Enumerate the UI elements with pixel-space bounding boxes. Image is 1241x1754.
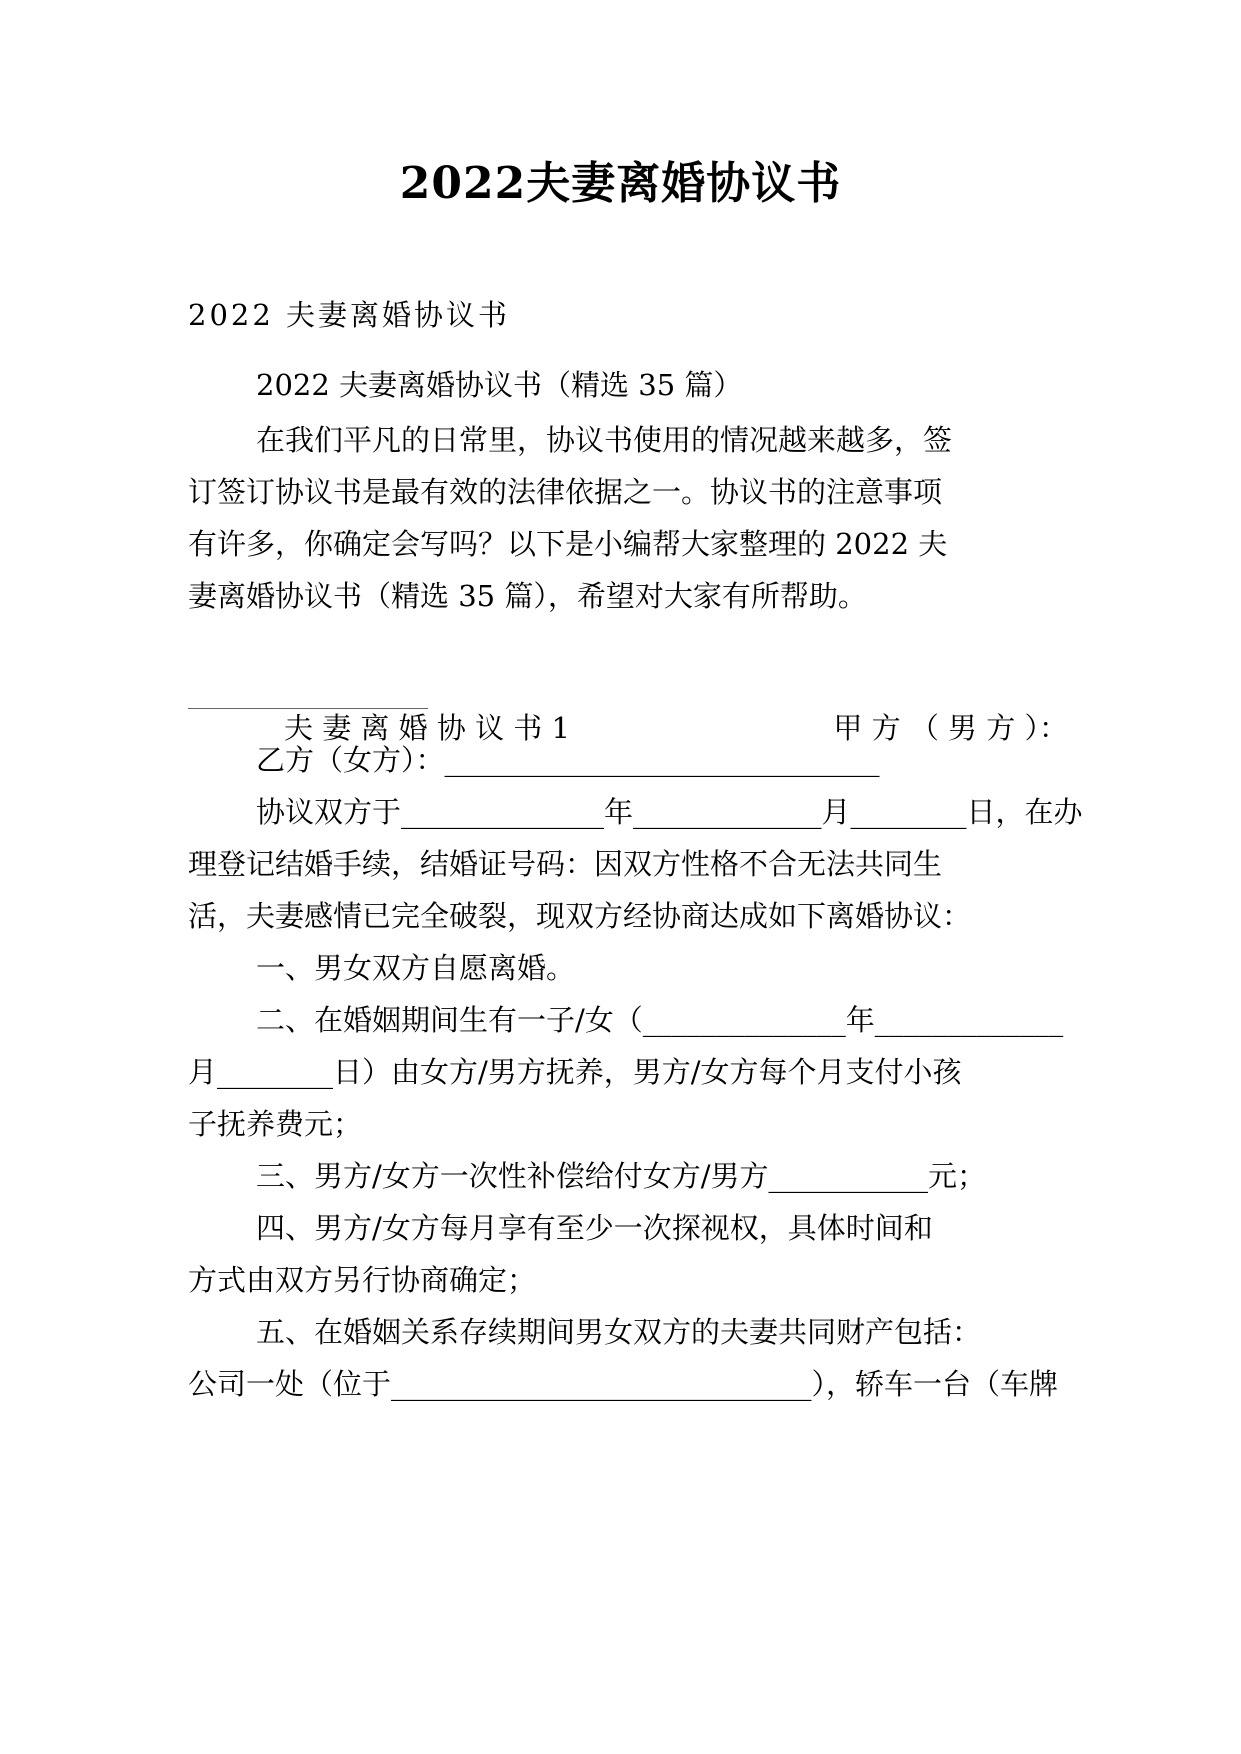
paragraph-line: 协议双方于______________年_____________月________日，在办 [256, 795, 1083, 829]
paragraph-line: 子抚养费元； [188, 1107, 363, 1141]
paragraph-line: 公司一处（位于_____________________________），轿车一台（车牌 [188, 1367, 1059, 1401]
paragraph-line: 理登记结婚手续，结婚证号码：因双方性格不合无法共同生 [188, 847, 943, 881]
paragraph-line: 月________日）由女方/男方抚养，男方/女方每个月支付小孩 [188, 1055, 962, 1089]
paragraph-line: 订签订协议书是最有效的法律依据之一。协议书的注意事项 [188, 475, 943, 509]
paragraph-line: 在我们平凡的日常里，协议书使用的情况越来越多，签 [256, 423, 953, 457]
paragraph-line: 妻离婚协议书（精选 35 篇），希望对大家有所帮助。 [188, 579, 867, 613]
party-b-line: 乙方（女方）：______________________________ [256, 743, 880, 777]
clause-4: 四、男方/女方每月享有至少一次探视权，具体时间和 [256, 1211, 933, 1245]
section-heading: 夫 妻 离 婚 协 议 书 1 [284, 711, 570, 745]
document-title: 2022夫妻离婚协议书 [399, 158, 842, 209]
intro-heading: 2022 夫妻离婚协议书（精选 35 篇） [256, 368, 743, 402]
clause-5: 五、在婚姻关系存续期间男女双方的夫妻共同财产包括： [256, 1315, 982, 1349]
clause-2: 二、在婚姻期间生有一子/女（______________年_____________ [256, 1003, 1064, 1037]
paragraph-line: 活，夫妻感情已完全破裂，现双方经协商达成如下离婚协议： [188, 899, 972, 933]
party-a-label: 甲 方 （ 男 方 ）： [833, 711, 1068, 745]
paragraph-line: 方式由双方另行协商确定； [188, 1263, 537, 1297]
document-subtitle: 2022 夫妻离婚协议书 [188, 298, 511, 332]
section-heading-row [188, 628, 1068, 745]
clause-1: 一、男女双方自愿离婚。 [256, 951, 576, 985]
clause-3: 三、男方/女方一次性补偿给付女方/男方___________元； [256, 1159, 987, 1193]
party-a-blank: ______________________________ [188, 690, 428, 709]
paragraph-line: 有许多，你确定会写吗？以下是小编帮大家整理的 2022 夫 [188, 527, 948, 561]
